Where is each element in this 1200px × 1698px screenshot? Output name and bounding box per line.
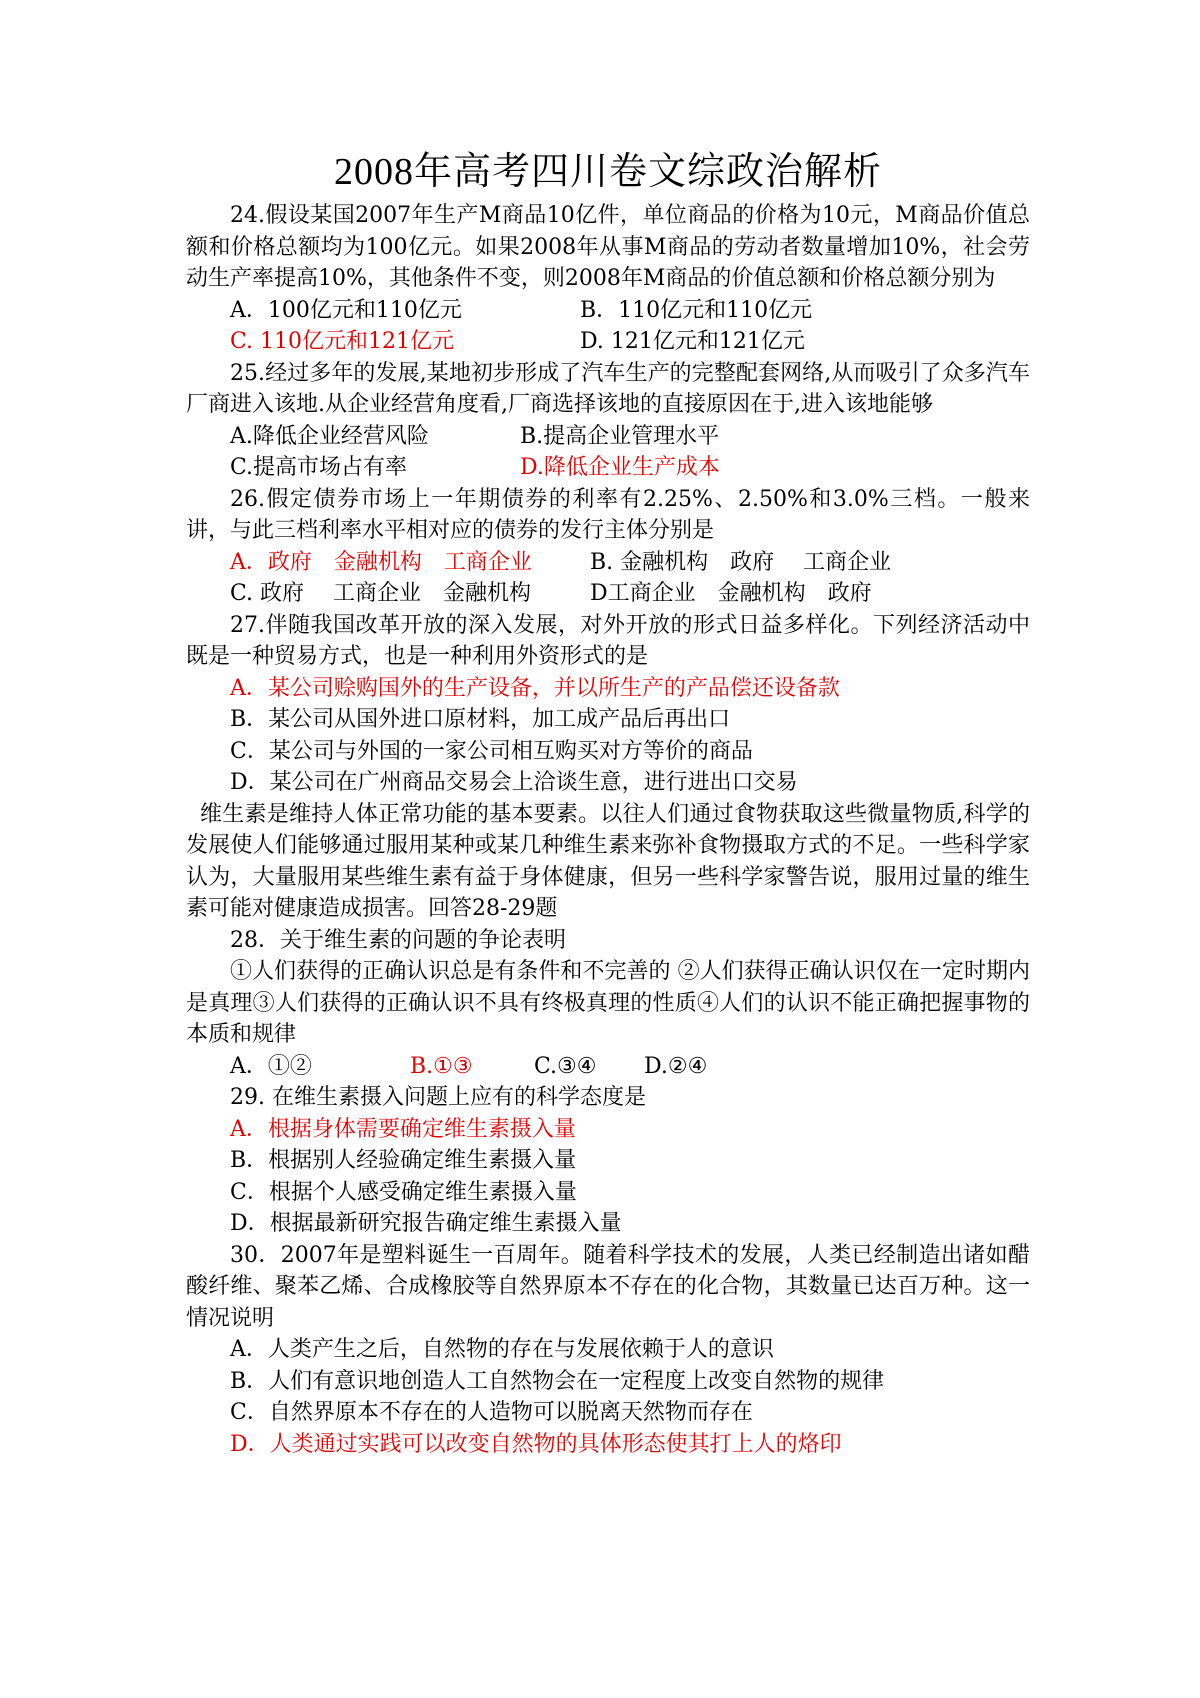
question-27-option-a-answer: A．某公司赊购国外的生产设备，并以所生产的产品偿还设备款	[230, 675, 840, 701]
question-28	[186, 925, 1030, 1083]
question-25-options-cd	[186, 452, 1030, 484]
question-24-options-cd	[186, 326, 1030, 358]
question-28-option-b-answer: B.①③	[410, 1053, 473, 1079]
question-25	[186, 358, 1030, 484]
question-26-option-a-answer: A．政府 金融机构 工商企业	[230, 549, 532, 575]
reading-passage: 维生素是维持人体正常功能的基本要素。以往人们通过食物获取这些微量物质,科学的发展使人们能够通过服用某种或某几种维生素来弥补食物摄取方式的不足。一些科学家认为，大量服用某些维生素有益于身体健康，但另一些科学家警告说，服用过量的维生素可能对健康造成损害。回答28-29题	[186, 801, 1030, 921]
question-26-stem: 26.假定债券市场上一年期债券的利率有2.25%、2.50%和3.0%三档。一般来讲，与此三档利率水平相对应的债券的发行主体分别是	[186, 486, 1030, 543]
question-29-option-d: D．根据最新研究报告确定维生素摄入量	[230, 1211, 622, 1236]
question-27-stem: 27.伴随我国改革开放的深入发展，对外开放的形式日益多样化。下列经济活动中既是一种贸易方式，也是一种利用外资形式的是	[186, 612, 1030, 669]
question-24-option-a: A．100亿元和110亿元	[230, 297, 462, 323]
question-28-option-d: D.②④	[644, 1053, 708, 1079]
question-25-option-a: A.降低企业经营风险	[230, 423, 429, 449]
question-24	[186, 200, 1030, 358]
question-27-option-b: B．某公司从国外进口原材料，加工成产品后再出口	[230, 707, 731, 732]
question-27	[186, 610, 1030, 799]
question-25-options-ab	[186, 421, 1030, 453]
question-26-options-cd	[186, 578, 1030, 610]
question-30	[186, 1240, 1030, 1461]
question-24-option-c-answer: C. 110亿元和121亿元	[230, 329, 455, 354]
question-26	[186, 484, 1030, 610]
question-28-options	[186, 1051, 1030, 1083]
question-27-option-d: D．某公司在广州商品交易会上洽谈生意，进行进出口交易	[230, 770, 798, 795]
question-24-stem: 24.假设某国2007年生产M商品10亿件，单位商品的价格为10元，M商品价值总额和价格总额均为100亿元。如果2008年从事M商品的劳动者数量增加10%，社会劳动生产率提高10%，其他条件不变，则2008年M商品的价值总额和价格总额分别为	[186, 203, 1030, 291]
question-26-option-d: D工商企业 金融机构 政府	[590, 581, 872, 606]
question-26-option-c: C. 政府 工商企业 金融机构	[230, 581, 532, 606]
question-28-statements: ①人们获得的正确认识总是有条件和不完善的 ②人们获得正确认识仅在一定时期内是真理③人们获得的正确认识不具有终极真理的性质④人们的认识不能正确把握事物的本质和规律	[186, 959, 1030, 1047]
question-25-stem: 25.经过多年的发展,某地初步形成了汽车生产的完整配套网络,从而吸引了众多汽车厂商进入该地.从企业经营角度看,厂商选择该地的直接原因在于,进入该地能够	[186, 360, 1030, 417]
question-29	[186, 1082, 1030, 1240]
question-25-option-d-answer: D.降低企业生产成本	[520, 455, 720, 480]
question-25-option-c: C.提高市场占有率	[230, 455, 408, 480]
question-29-option-b: B．根据别人经验确定维生素摄入量	[230, 1148, 577, 1173]
page-title: 2008年高考四川卷文综政治解析	[333, 151, 882, 193]
question-30-option-d-answer: D．人类通过实践可以改变自然物的具体形态使其打上人的烙印	[230, 1431, 842, 1457]
question-28-option-a: A．①②	[230, 1053, 312, 1079]
question-30-stem: 30．2007年是塑料诞生一百周年。随着科学技术的发展，人类已经制造出诸如醋酸纤维、聚苯乙烯、合成橡胶等自然界原本不存在的化合物，其数量已达百万种。这一情况说明	[186, 1242, 1030, 1331]
question-27-option-c: C．某公司与外国的一家公司相互购买对方等价的商品	[230, 738, 753, 764]
question-25-option-b: B.提高企业管理水平	[520, 423, 720, 449]
question-24-options-ab	[186, 295, 1030, 327]
question-30-option-b: B．人们有意识地创造人工自然物会在一定程度上改变自然物的规律	[230, 1368, 885, 1394]
question-29-option-c: C．根据个人感受确定维生素摄入量	[230, 1179, 577, 1205]
question-30-option-a: A．人类产生之后，自然物的存在与发展依赖于人的意识	[230, 1337, 774, 1362]
question-29-stem: 29. 在维生素摄入问题上应有的科学态度是	[230, 1085, 646, 1110]
question-28-option-c: C.③④	[534, 1053, 597, 1079]
question-26-options-ab	[186, 547, 1030, 579]
question-29-option-a-answer: A．根据身体需要确定维生素摄入量	[230, 1116, 576, 1142]
question-28-stem: 28．关于维生素的问题的争论表明	[230, 927, 566, 953]
question-24-option-d: D. 121亿元和121亿元	[580, 329, 805, 354]
question-30-option-c: C．自然界原本不存在的人造物可以脱离天然物而存在	[230, 1400, 753, 1425]
question-26-option-b: B. 金融机构 政府 工商企业	[590, 549, 892, 575]
question-24-option-b: B．110亿元和110亿元	[580, 297, 813, 323]
